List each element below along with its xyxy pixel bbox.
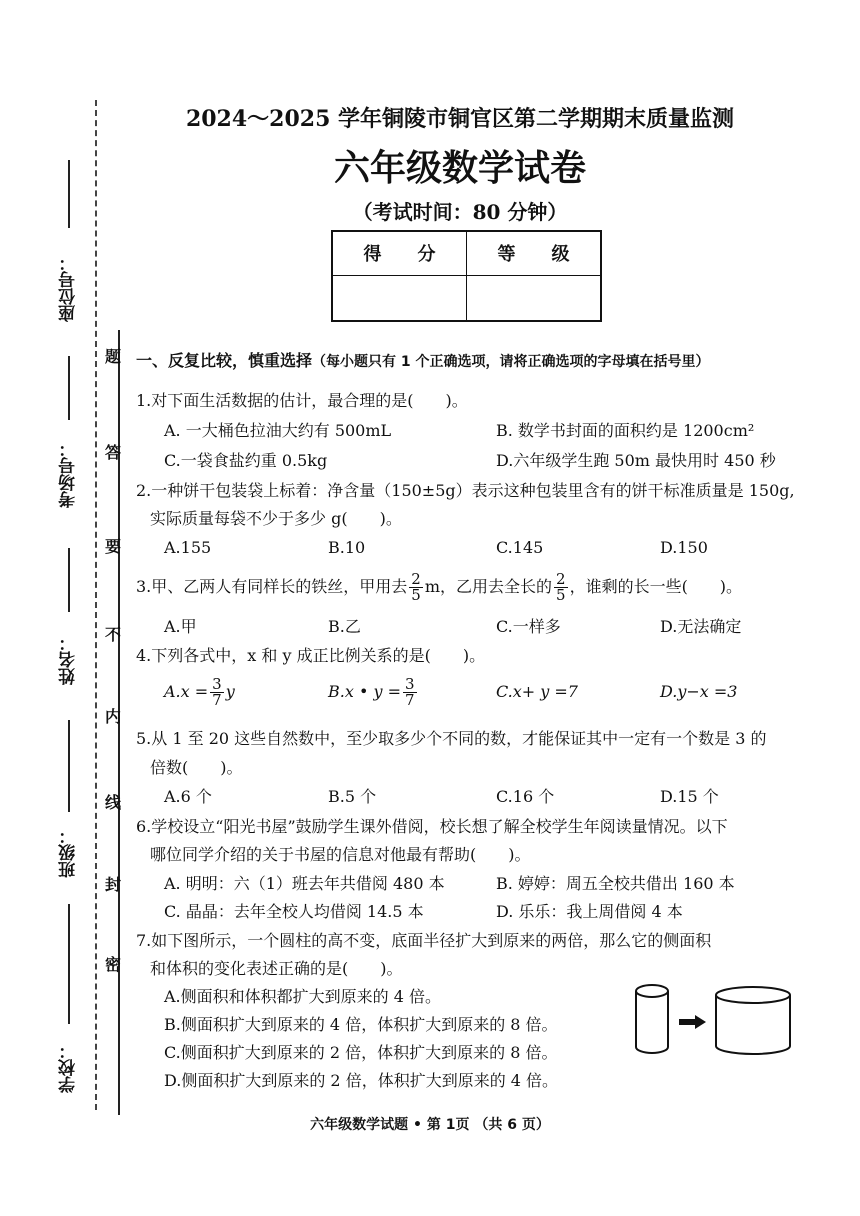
section-title: 一、反复比较，慎重选择 <box>136 351 313 370</box>
seal-char: 线 <box>104 793 121 812</box>
page-footer: 六年级数学试题 • 第 1页 （共 6 页） <box>310 1117 550 1133</box>
fraction-denominator: 7 <box>405 691 415 709</box>
q4-stem: 4.下列各式中，x 和 y 成正比例关系的是( )。 <box>136 646 486 665</box>
q5-stem-line1: 5.从 1 至 20 这些自然数中，至少取多少个不同的数，才能保证其中一定有一个数是 3 的 <box>136 729 767 748</box>
q6-option-a: A. 明明：六（1）班去年共借阅 480 本 <box>164 874 445 893</box>
q5-stem-line2: 倍数( )。 <box>150 758 243 777</box>
q4-option-a <box>164 672 235 712</box>
school-line <box>68 904 70 1024</box>
q3-option-c: C.一样多 <box>496 617 561 636</box>
fraction <box>409 572 423 603</box>
q1-option-c: C.一袋食盐约重 0.5kg <box>164 451 328 470</box>
fraction <box>554 572 568 603</box>
q6-option-d: D. 乐乐：我上周借阅 4 本 <box>496 902 683 921</box>
q7-option-b: B.侧面积扩大到原来的 4 倍，体积扩大到原来的 8 倍。 <box>164 1015 558 1034</box>
q5-option-d: D.15 个 <box>660 787 719 806</box>
fraction-numerator: 2 <box>411 570 421 588</box>
name-label: 姓名： <box>59 634 79 686</box>
section-heading <box>136 350 710 373</box>
q3-option-a: A.甲 <box>164 617 197 636</box>
wide-cylinder <box>716 987 790 1054</box>
class-label: 班级： <box>59 827 79 879</box>
fraction-numerator: 3 <box>212 675 222 693</box>
q6-stem-line2: 哪位同学介绍的关于书屋的信息对他最有帮助( )。 <box>150 845 531 864</box>
seal-char: 内 <box>104 707 121 726</box>
q4-b-text: B.x • y = <box>328 682 402 701</box>
class-line <box>68 720 70 812</box>
q1-option-a: A. 一大桶色拉油大约有 500mL <box>164 421 392 440</box>
fraction-numerator: 2 <box>556 570 566 588</box>
q1-option-b: B. 数学书封面的面积约是 1200cm² <box>496 421 755 440</box>
fraction-denominator: 5 <box>411 586 421 604</box>
q2-stem-line1: 2.一种饼干包装袋上标着：净含量（150±5g）表示这种包装里含有的饼干标准质量是 150g, <box>136 481 795 500</box>
q5-option-a: A.6 个 <box>164 787 212 806</box>
q4-a-text: A.x = <box>164 682 209 701</box>
q5-option-b: B.5 个 <box>328 787 377 806</box>
exam-time: （考试时间：80 分钟） <box>352 200 568 224</box>
section-note: （每小题只有 1 个正确选项，请将正确选项的字母填在括号里） <box>312 354 710 370</box>
q7-stem-line1: 7.如下图所示，一个圆柱的高不变，底面半径扩大到原来的两倍，那么它的侧面积 <box>136 931 712 950</box>
q6-stem-line1: 6.学校设立“阳光书屋”鼓励学生课外借阅，校长想了解全校学生年阅读量情况。以下 <box>136 817 728 836</box>
q6-option-c: C. 晶晶：去年全校人均借阅 14.5 本 <box>164 902 424 921</box>
cylinder-figure <box>630 980 800 1060</box>
q7-option-a: A.侧面积和体积都扩大到原来的 4 倍。 <box>164 987 441 1006</box>
q2-option-c: C.145 <box>496 538 544 557</box>
score-table <box>331 230 602 322</box>
q4-a-text: y <box>225 682 235 701</box>
arrow-icon <box>679 1015 706 1029</box>
grade-header: 等 级 <box>467 231 602 275</box>
exam-room-line <box>68 356 70 420</box>
fraction <box>403 677 417 708</box>
grade-cell[interactable] <box>467 275 602 321</box>
fraction <box>210 677 224 708</box>
q3-stem <box>136 568 742 606</box>
dashed-seal-line <box>95 100 97 1110</box>
q7-option-d: D.侧面积扩大到原来的 2 倍，体积扩大到原来的 4 倍。 <box>164 1071 559 1090</box>
q4-option-b <box>328 672 419 712</box>
q2-stem-line2: 实际质量每袋不少于多少 g( )。 <box>150 509 402 528</box>
q3-option-d: D.无法确定 <box>660 617 742 636</box>
exam-room-label: 考场号： <box>59 440 79 508</box>
q3-stem-part: 3.甲、乙两人有同样长的铁丝，甲用去 <box>136 577 408 596</box>
paper-title: 六年级数学试卷 <box>333 147 586 189</box>
seal-char: 答 <box>104 443 121 462</box>
seal-char: 封 <box>104 875 121 894</box>
q2-option-b: B.10 <box>328 538 366 557</box>
fraction-denominator: 7 <box>212 691 222 709</box>
seal-char: 不 <box>104 625 121 644</box>
seat-number-label: 座位号： <box>59 254 79 322</box>
name-line <box>68 548 70 612</box>
seal-char: 题 <box>104 347 121 366</box>
fraction-numerator: 3 <box>405 675 415 693</box>
q3-stem-part: m，乙用去全长的 <box>424 577 553 596</box>
q5-option-c: C.16 个 <box>496 787 555 806</box>
q6-option-b: B. 婷婷：周五全校共借出 160 本 <box>496 874 735 893</box>
q2-option-a: A.155 <box>164 538 212 557</box>
q4-option-c: C.x+ y =7 <box>496 682 578 701</box>
q3-stem-part: ，谁剩的长一些( )。 <box>569 577 743 596</box>
score-header: 得 分 <box>332 231 467 275</box>
q7-stem-line2: 和体积的变化表述正确的是( )。 <box>150 959 403 978</box>
score-cell[interactable] <box>332 275 467 321</box>
q1-stem: 1.对下面生活数据的估计，最合理的是( )。 <box>136 391 468 410</box>
fraction-denominator: 5 <box>556 586 566 604</box>
seal-char: 要 <box>104 537 121 556</box>
q3-option-b: B.乙 <box>328 617 361 636</box>
small-cylinder <box>636 985 668 1053</box>
school-label: 学校： <box>59 1042 79 1094</box>
seal-char: 密 <box>104 955 121 974</box>
exam-title: 2024～2025 学年铜陵市铜官区第二学期期末质量监测 <box>185 106 735 132</box>
q1-option-d: D.六年级学生跑 50m 最快用时 450 秒 <box>496 451 776 470</box>
q4-option-d: D.y−x =3 <box>660 682 738 701</box>
q2-option-d: D.150 <box>660 538 708 557</box>
q7-option-c: C.侧面积扩大到原来的 2 倍，体积扩大到原来的 8 倍。 <box>164 1043 558 1062</box>
